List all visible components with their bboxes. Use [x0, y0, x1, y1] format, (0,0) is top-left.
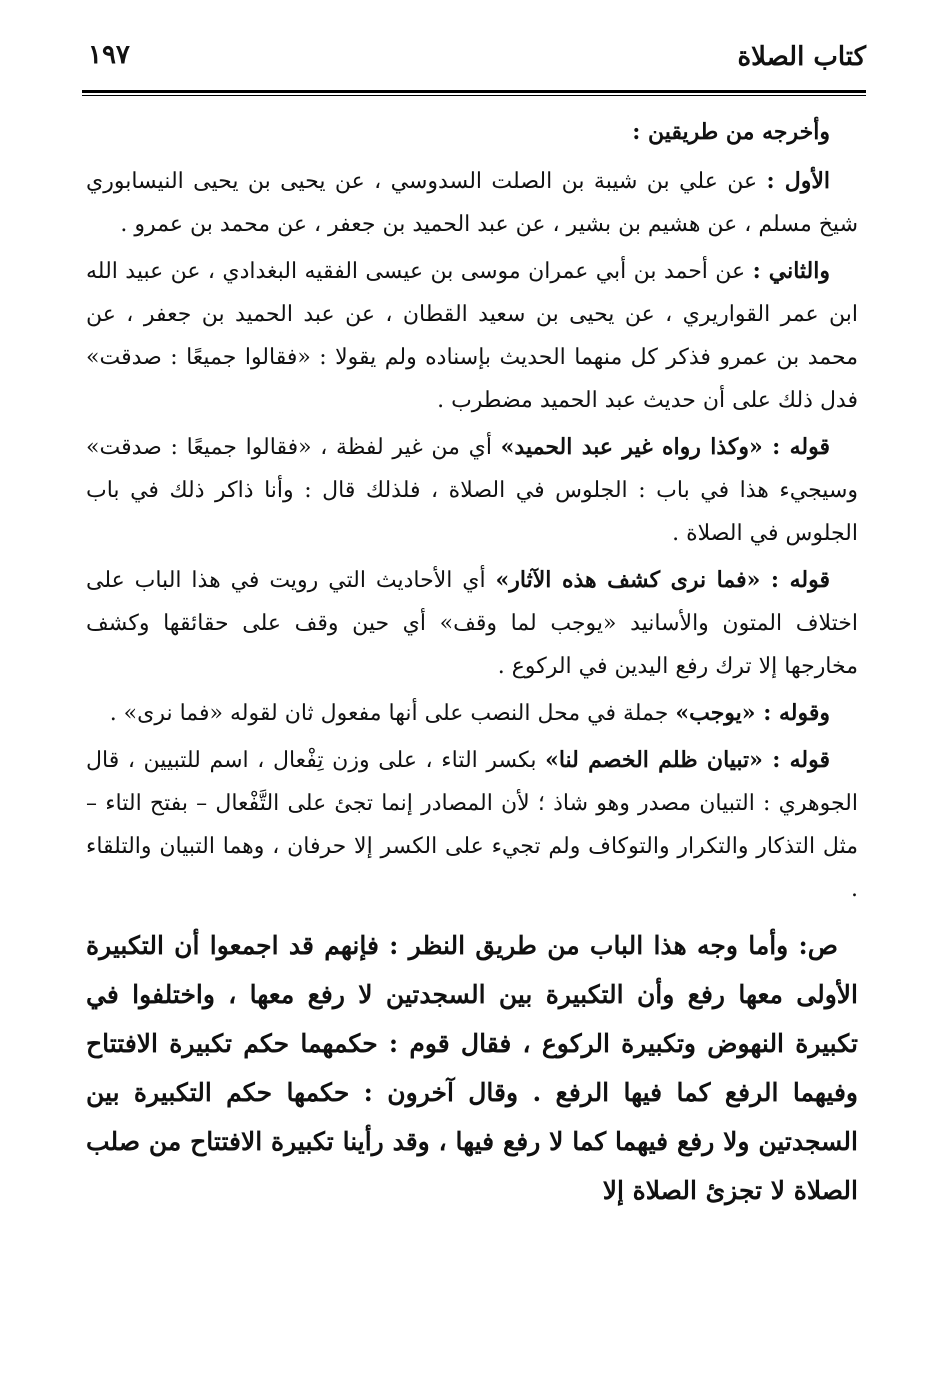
header-rule-thin: [82, 95, 866, 96]
paragraph-body: بكسر التاء ، على وزن تِفْعال ، اسم للتبيين ، قال الجوهري : التبيان مصدر وهو شاذ ؛ لأن المصادر إنما تجئ على التَّفْعال – بفتح التاء – مثل التذكار والتكرار والتوكاف ولم تجيء على الكسر إلا حرفان ، وهما التبيان والتلقاء .: [86, 748, 858, 902]
section-intro: وأخرجه من طريقين :: [632, 119, 830, 145]
page-header: [82, 36, 866, 88]
paragraph-commentary-1: [86, 426, 858, 555]
paragraph-commentary-4: [86, 739, 858, 911]
paragraph-lead: والثاني :: [752, 258, 830, 284]
main-text: ص: وأما وجه هذا الباب من طريق النظر : فإنهم قد اجمعوا أن التكبيرة الأولى معها رفع وأن التكبيرة بين السجدتين لا رفع معها ، واختلفوا في تكبيرة النهوض وتكبيرة الركوع ، فقال قوم : حكمهما حكم تكبيرة الافتتاح وفيهما الرفع كما فيها الرفع . وقال آخرون : حكمها حكم التكبيرة بين السجدتين ولا رفع فيهما كما لا رفع فيها ، وقد رأينا تكبيرة الافتتاح من صلب الصلاة لا تجزئ الصلاة إلا: [86, 931, 858, 1205]
book-title: كتاب الصلاة: [737, 42, 866, 72]
page-body: [86, 108, 858, 1240]
page-number: ١٩٧: [88, 40, 130, 70]
paragraph-body: عن علي بن شيبة بن الصلت السدوسي ، عن يحيى بن يحيى النيسابوري شيخ مسلم ، عن هشيم بن بشير ، عن عبد الحميد بن جعفر ، عن محمد بن عمرو .: [86, 169, 858, 237]
header-rule: [82, 90, 866, 93]
paragraph-lead: قوله : «تبيان ظلم الخصم لنا»: [545, 747, 830, 773]
paragraph-body: عن أحمد بن أبي عمران موسى بن عيسى الفقيه البغدادي ، عن عبيد الله ابن عمر القواريري ، عن يحيى بن سعيد القطان ، عن عبد الحميد بن جعفر ، عن محمد بن عمرو فذكر كل منهما الحديث بإسناده ولم يقولا : «فقالوا جميعًا : صدقت» فدل ذلك على أن حديث عبد الحميد مضطرب .: [86, 259, 858, 413]
paragraph-body: أي من غير لفظة ، «فقالوا جميعًا : صدقت» وسيجيء هذا في باب : الجلوس في الصلاة ، فلذلك قال : وأنا ذاكر ذلك في باب الجلوس في الصلاة .: [86, 435, 858, 546]
paragraph-commentary-2: [86, 559, 858, 688]
paragraph-lead: الأول :: [766, 168, 830, 194]
paragraph-commentary-3: [86, 692, 858, 735]
paragraph-first-route: [86, 160, 858, 246]
paragraph-lead: قوله : «فما نرى كشف هذه الآثار»: [495, 567, 830, 593]
paragraph-lead: قوله : «وكذا رواه غير عبد الحميد»: [500, 434, 831, 460]
paragraph-body: جملة في محل النصب على أنها مفعول ثان لقوله «فما نرى» .: [109, 701, 676, 726]
paragraph-second-route: [86, 250, 858, 422]
paragraph-lead: وقوله : «يوجب»: [675, 700, 830, 726]
paragraph-body: أي الأحاديث التي رويت في هذا الباب على اختلاف المتون والأسانيد «يوجب لما وقف» أي حين وقف على حقائقها وكشف مخارجها إلا ترك رفع اليدين في الركوع .: [86, 568, 858, 679]
